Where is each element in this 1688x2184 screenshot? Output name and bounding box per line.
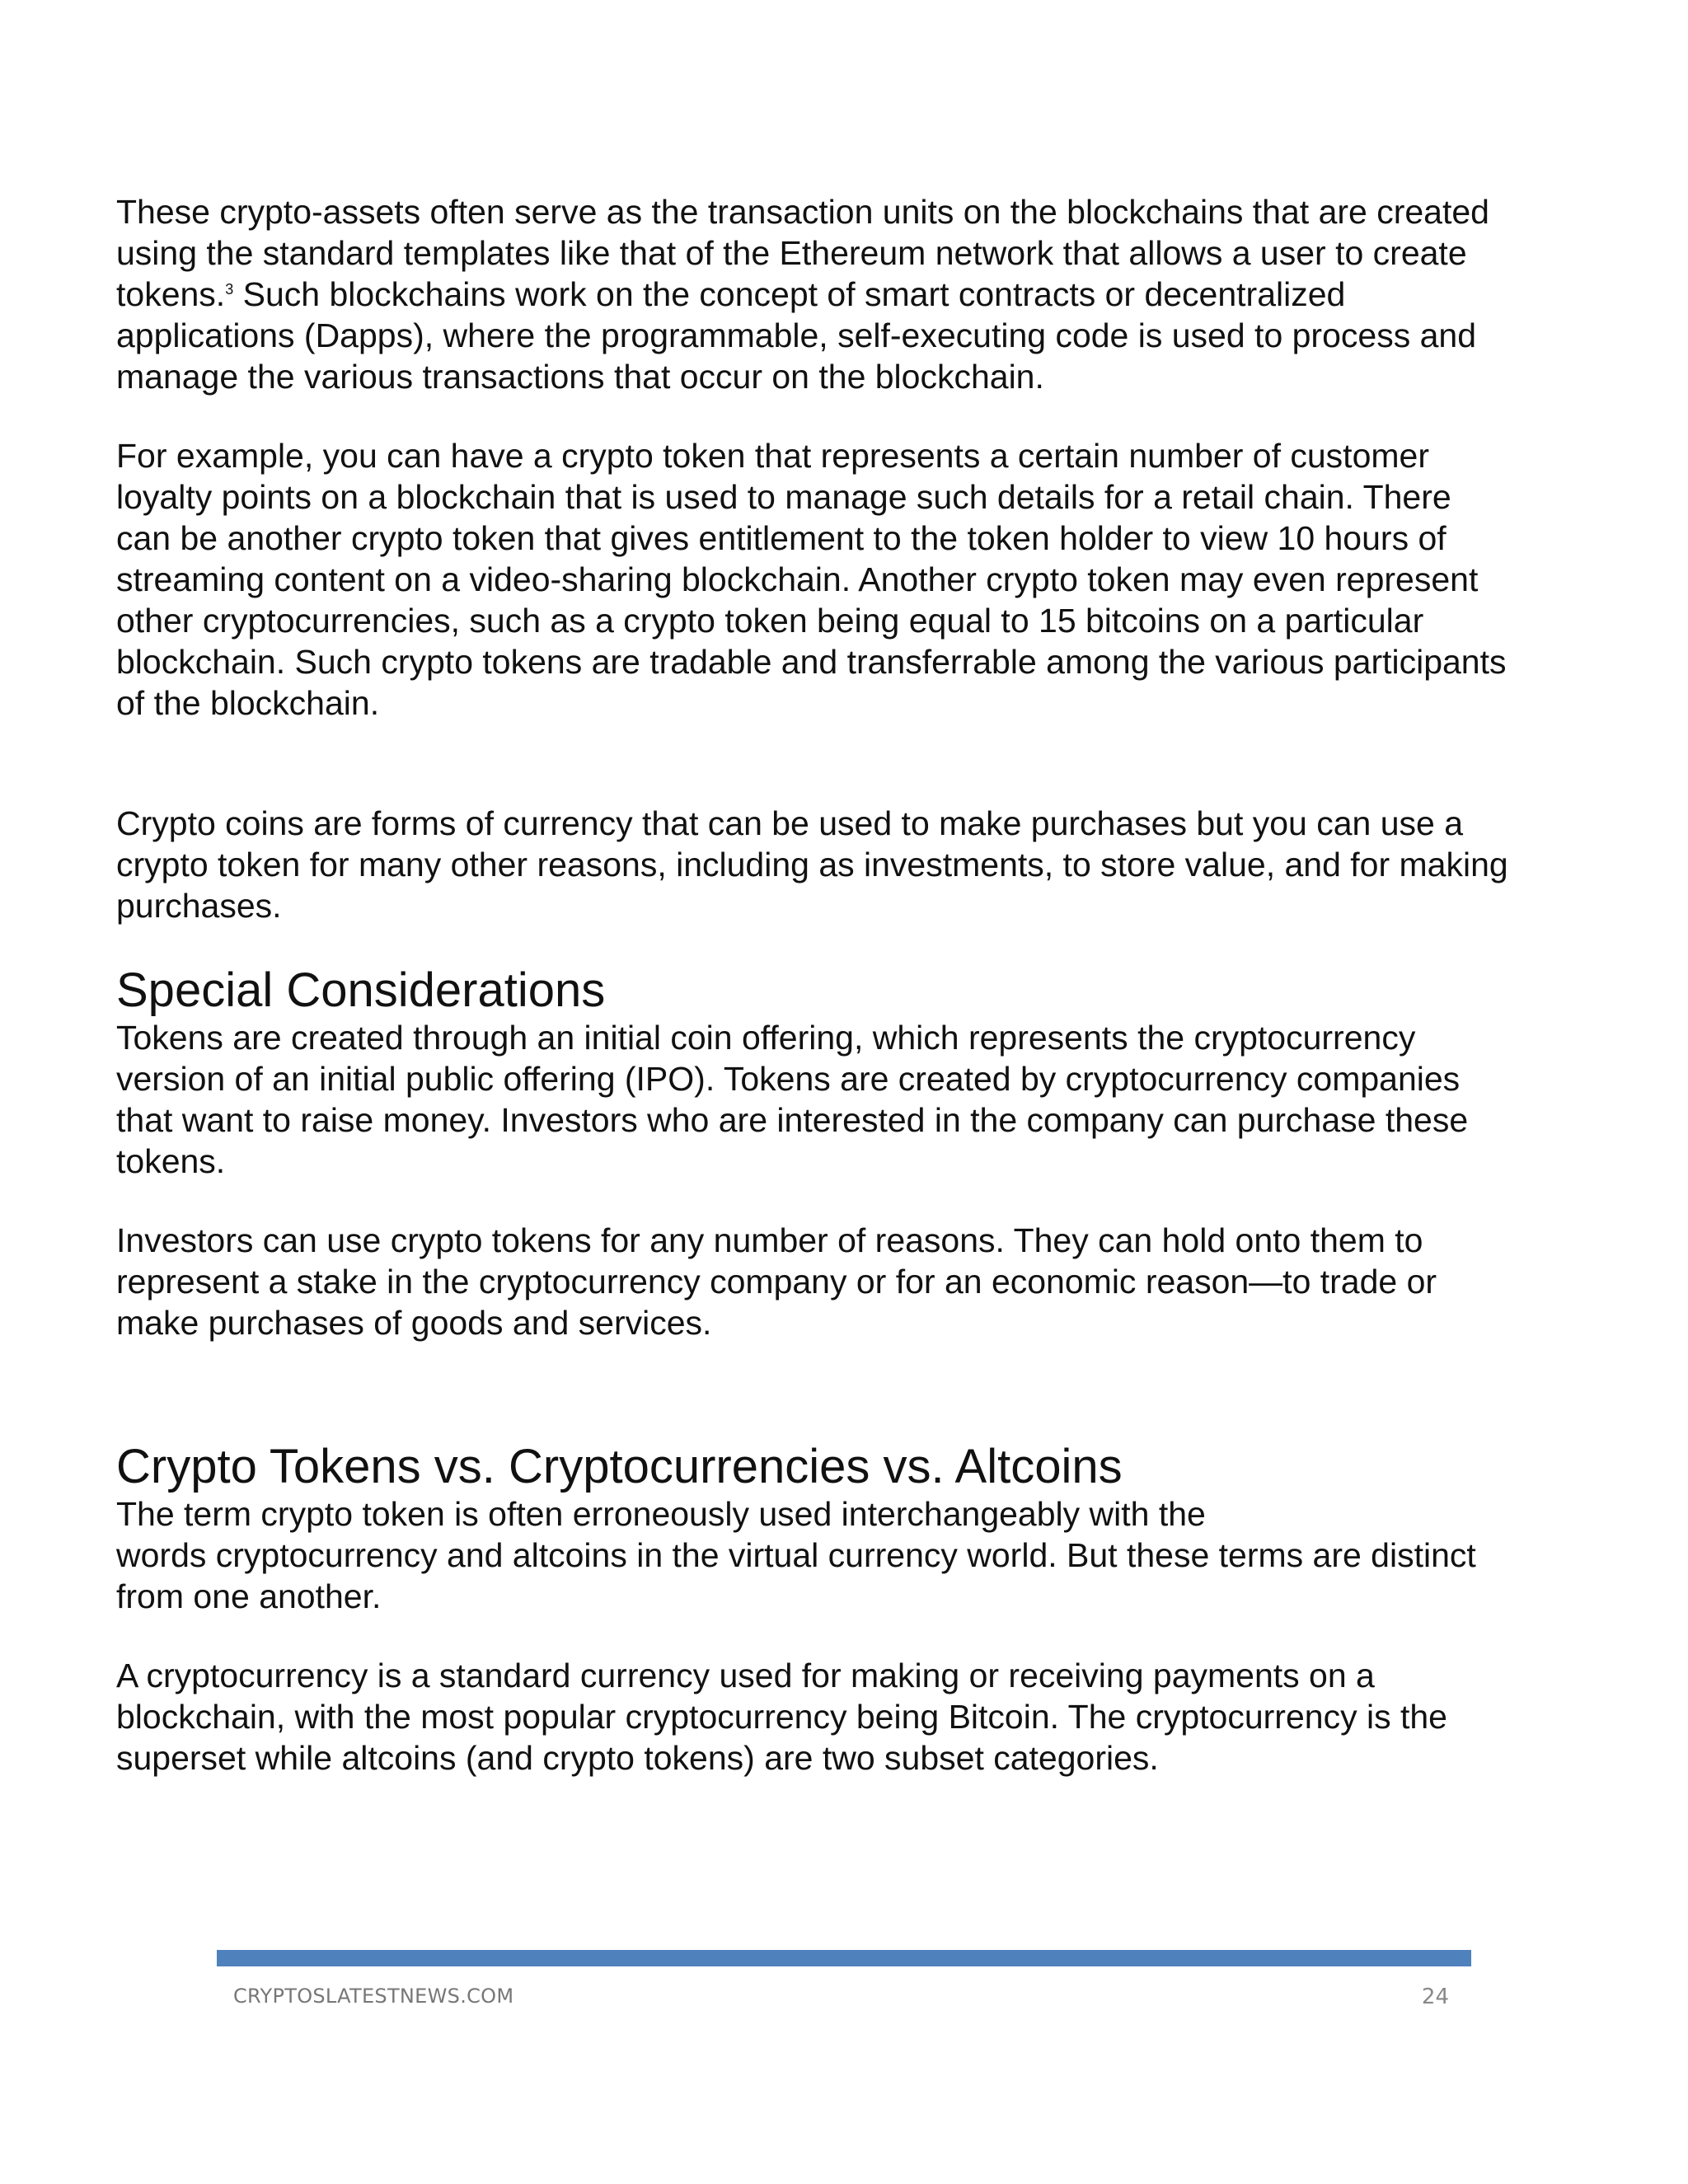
paragraph-intro-text: These crypto-assets often serve as the transaction units on the blockchains that are created using the standard templates like that of the Ethereum network that allows a user to create tokens. [116, 193, 1489, 313]
page-body [116, 191, 1592, 1779]
paragraph-term-distinction: The term crypto token is often erroneously used interchangeably with the words cryptocurrency and altcoins in the virtual currency world. But these terms are distinct from one another. [116, 1495, 1476, 1615]
paragraph-intro [116, 191, 1592, 397]
heading-tokens-vs-cryptocurrencies: Crypto Tokens vs. Cryptocurrencies vs. Altcoins [116, 1440, 1123, 1493]
footer-page-number: 24 [1421, 1985, 1449, 2009]
paragraph-cryptocurrency-definition: A cryptocurrency is a standard currency used for making or receiving payments on a blockchain, with the most popular cryptocurrency being Bitcoin. The cryptocurrency is the superset while altcoins (and crypto tokens) are two subset categories. [116, 1657, 1447, 1777]
paragraph-example: For example, you can have a crypto token that represents a certain number of customer loyalty points on a blockchain that is used to manage such details for a retail chain. There can be another crypto token that gives entitlement to the token holder to view 10 hours of streaming content on a video-sharing blockchain. Another crypto token may even represent other cryptocurrencies, such as a crypto token being equal to 15 bitcoins on a particular blockchain. Such crypto tokens are tradable and transferrable among the various participants of the blockchain. [116, 437, 1507, 722]
paragraph-intro-text-continued: Such blockchains work on the concept of smart contracts or decentralized applications (Dapps), where the programmable, self-executing code is used to process and manage the various transactions that occur on the blockchain. [116, 275, 1476, 396]
heading-special-considerations: Special Considerations [116, 963, 606, 1017]
paragraph-coins-vs-tokens: Crypto coins are forms of currency that can be used to make purchases but you can use a crypto token for many other reasons, including as investments, to store value, and for making purchases. [116, 804, 1508, 925]
footer-divider-bar [217, 1950, 1471, 1966]
paragraph-investor-uses: Investors can use crypto tokens for any number of reasons. They can hold onto them to represent a stake in the cryptocurrency company or for an economic reason—to trade or make purchases of goods and services. [116, 1221, 1437, 1342]
footnote-reference: 3 [225, 281, 234, 298]
footer-site-name: CRYPTOSLATESTNEWS.COM [233, 1985, 514, 2008]
paragraph-token-creation: Tokens are created through an initial coin offering, which represents the cryptocurrency version of an initial public offering (IPO). Tokens are created by cryptocurrency companies that want to raise money. Investors who are interested in the company can purchase these tokens. [116, 1019, 1469, 1180]
